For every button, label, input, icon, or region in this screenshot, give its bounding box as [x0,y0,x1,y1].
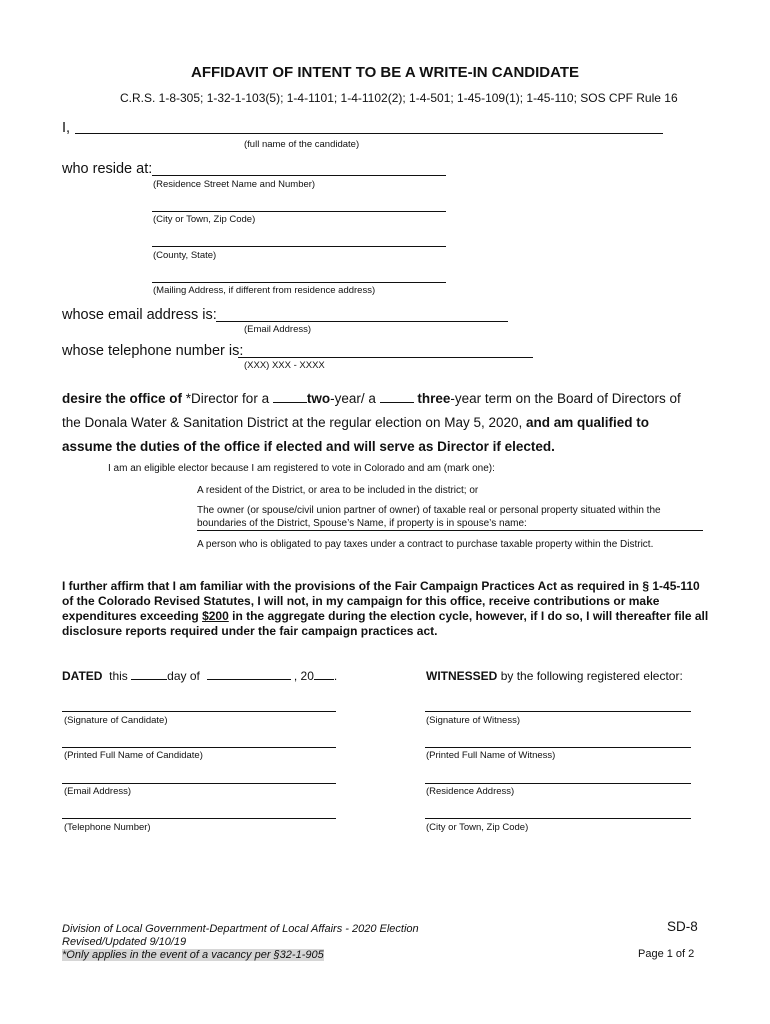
two-text: two [306,391,331,406]
candidate-email-caption: (Email Address) [64,786,132,797]
candidate-signature-caption: (Signature of Candidate) [64,715,168,726]
affirm-text-b: in the aggregate during the election cycle, however, if I do so, I will thereafter file all disclosure reports required under the fair campaign practices act. [62,609,709,638]
phone-label: whose telephone number is: [62,343,244,359]
email-field[interactable] [216,321,508,322]
witness-signature-field[interactable] [425,711,691,712]
email-caption: (Email Address) [244,324,312,335]
statute-citation: C.R.S. 1-8-305; 1-32-1-103(5); 1-4-1101; 1-4-1102(2); 1-4-501; 1-45-109(1); 1-45-110; SOS CPF Rule 16 [120,91,678,105]
page-number: Page 1 of 2 [638,948,695,960]
dated-label: DATED [62,669,103,683]
witness-city-zip-caption: (City or Town, Zip Code) [426,822,529,833]
option-resident[interactable]: A resident of the District, or area to be included in the district; or [197,485,479,496]
form-code: SD-8 [667,919,698,934]
desire-line-1 [62,391,681,406]
phone-field[interactable] [238,357,533,358]
spouse-name-field[interactable] [197,530,703,531]
candidate-printed-name-caption: (Printed Full Name of Candidate) [64,750,203,761]
option-contract-purchaser[interactable]: A person who is obligated to pay taxes under a contract to purchase taxable property within the District. [197,539,654,550]
affirm-paragraph [62,579,710,639]
county-state-caption: (County, State) [153,250,217,261]
name-caption: (full name of the candidate) [244,139,360,150]
candidate-email-field[interactable] [62,783,336,784]
term-text: -year term on the Board of Directors of [450,391,681,406]
phone-caption: (XXX) XXX - XXXX [244,360,325,371]
witness-printed-name-caption: (Printed Full Name of Witness) [426,750,556,761]
desire-line-3: assume the duties of the office if elected and will serve as Director if elected. [62,439,555,454]
form-title: AFFIDAVIT OF INTENT TO BE A WRITE-IN CANDIDATE [190,64,580,81]
city-zip-caption: (City or Town, Zip Code) [153,214,256,225]
candidate-phone-field[interactable] [62,818,336,819]
affirm-text-a: I further affirm that I am familiar with the provisions of the Fair Campaign Practices Act as required in § 1-45-110 of the Colorado Revised Statutes, I will not, in my campaign for this office, receive contributions or make expenditures exceeding [62,579,700,623]
footer-revised: Revised/Updated 9/10/19 [62,936,187,948]
dated-line [62,669,337,683]
desire-line-2 [62,415,649,430]
witnessed-line [426,669,683,683]
eligible-intro: I am an eligible elector because I am registered to vote in Colorado and am (mark one): [108,463,495,474]
witness-printed-name-field[interactable] [425,747,691,748]
candidate-phone-caption: (Telephone Number) [64,822,151,833]
qualified-text: and am qualified to [526,415,650,430]
witness-signature-caption: (Signature of Witness) [426,715,520,726]
director-text: *Director for a [185,391,270,406]
candidate-printed-name-field[interactable] [62,747,336,748]
name-prefix: I, [62,120,71,136]
day-field[interactable] [131,679,167,680]
reside-label: who reside at: [62,161,153,177]
witness-city-zip-field[interactable] [425,818,691,819]
residence-street-caption: (Residence Street Name and Number) [153,179,316,190]
affirm-amount: $200 [202,609,229,623]
county-state-field[interactable] [152,246,446,247]
mailing-address-caption: (Mailing Address, if different from residence address) [153,285,376,296]
city-zip-field[interactable] [152,211,446,212]
district-election-text: the Donala Water & Sanitation District at the regular election on May 5, 2020, [62,415,523,430]
footer-division: Division of Local Government-Department of Local Affairs - 2020 Election [62,923,419,935]
month-field[interactable] [207,679,291,680]
candidate-name-field[interactable] [75,133,663,134]
three-text: three [417,391,451,406]
witnessed-label: WITNESSED [426,669,498,683]
three-year-blank[interactable] [380,402,414,403]
candidate-signature-field[interactable] [62,711,336,712]
dated-day-of: day of [167,669,200,683]
two-year-blank[interactable] [273,402,307,403]
dated-end: . [333,669,338,683]
email-label: whose email address is: [62,307,217,323]
year-a-text: -year/ a [330,391,376,406]
residence-street-field[interactable] [152,175,446,176]
mailing-address-field[interactable] [152,282,446,283]
dated-this: this [109,669,128,683]
witness-residence-caption: (Residence Address) [426,786,515,797]
witnessed-text: by the following registered elector: [500,669,683,683]
year-field[interactable] [314,679,334,680]
dated-year-prefix: , 20 [293,669,314,683]
footer-vacancy-note: *Only applies in the event of a vacancy per §32-1-905 [62,949,324,961]
witness-residence-field[interactable] [425,783,691,784]
option-property-owner[interactable]: The owner (or spouse/civil union partner of owner) of taxable real or personal property situated within the boundaries of the District, Spouse’s Name, if property is in spouse’s name: [197,505,661,529]
desire-office-label: desire the office of [62,391,183,406]
